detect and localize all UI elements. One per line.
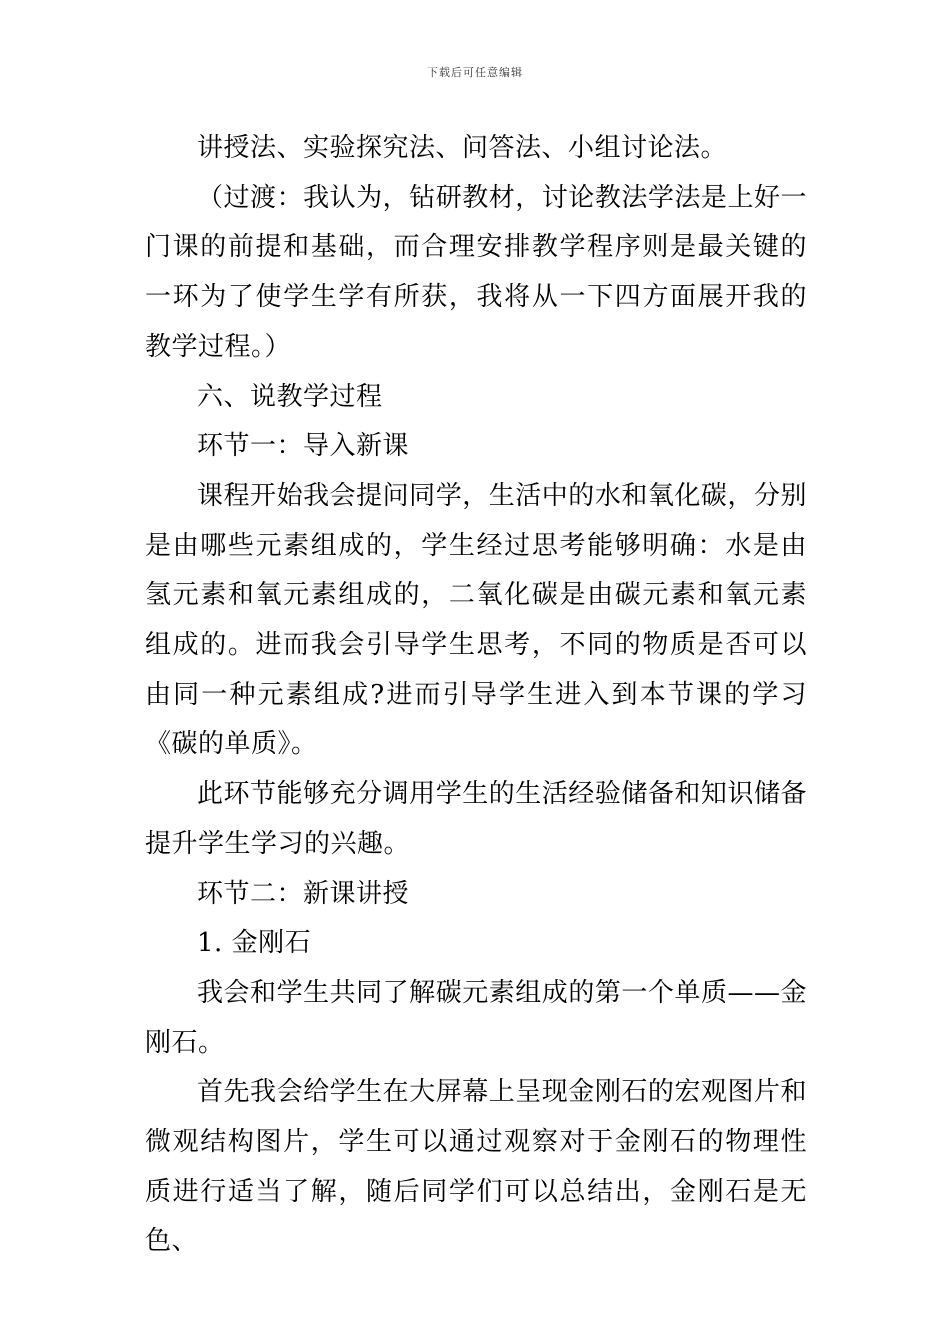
heading-step-one: 环节一：导入新课 — [197, 431, 410, 462]
paragraph-introduction: 课程开始我会提问同学，生活中的水和氧化碳，分别是由哪些元素组成的，学生经过思考能够明确：水是由氢元素和氧元素组成的，二氧化碳是由碳元素和氧元素组成的。进而我会引导学生思考，不同的物质是否可以由同一种元素组成?进而引导学生进入到本节课的学习《碳的单质》。 — [145, 480, 807, 760]
paragraph-diamond-intro: 我会和学生共同了解碳元素组成的第一个单质——金刚石。 — [145, 977, 807, 1058]
document-body — [145, 124, 807, 1267]
paragraph-transition: （过渡：我认为，钻研教材，讨论教法学法是上好一门课的前提和基础，而合理安排教学程序则是最关键的一环为了使学生学有所获，我将从一下四方面展开我的教学过程。） — [145, 182, 807, 362]
paragraph-step-one-purpose: 此环节能够充分调用学生的生活经验储备和知识储备提升学生学习的兴趣。 — [145, 779, 807, 859]
heading-teaching-process: 六、说教学过程 — [197, 381, 383, 412]
heading-diamond: 1. 金刚石 — [197, 928, 312, 959]
paragraph-diamond-observation: 首先我会给学生在大屏幕上呈现金刚石的宏观图片和微观结构图片，学生可以通过观察对于金刚石的物理性质进行适当了解，随后同学们可以总结出，金刚石是无色、 — [145, 1077, 807, 1257]
heading-step-two: 环节二：新课讲授 — [197, 878, 410, 909]
paragraph-teaching-methods: 讲授法、实验探究法、问答法、小组讨论法。 — [197, 133, 728, 163]
page-header-note: 下载后可任意编辑 — [427, 66, 523, 79]
